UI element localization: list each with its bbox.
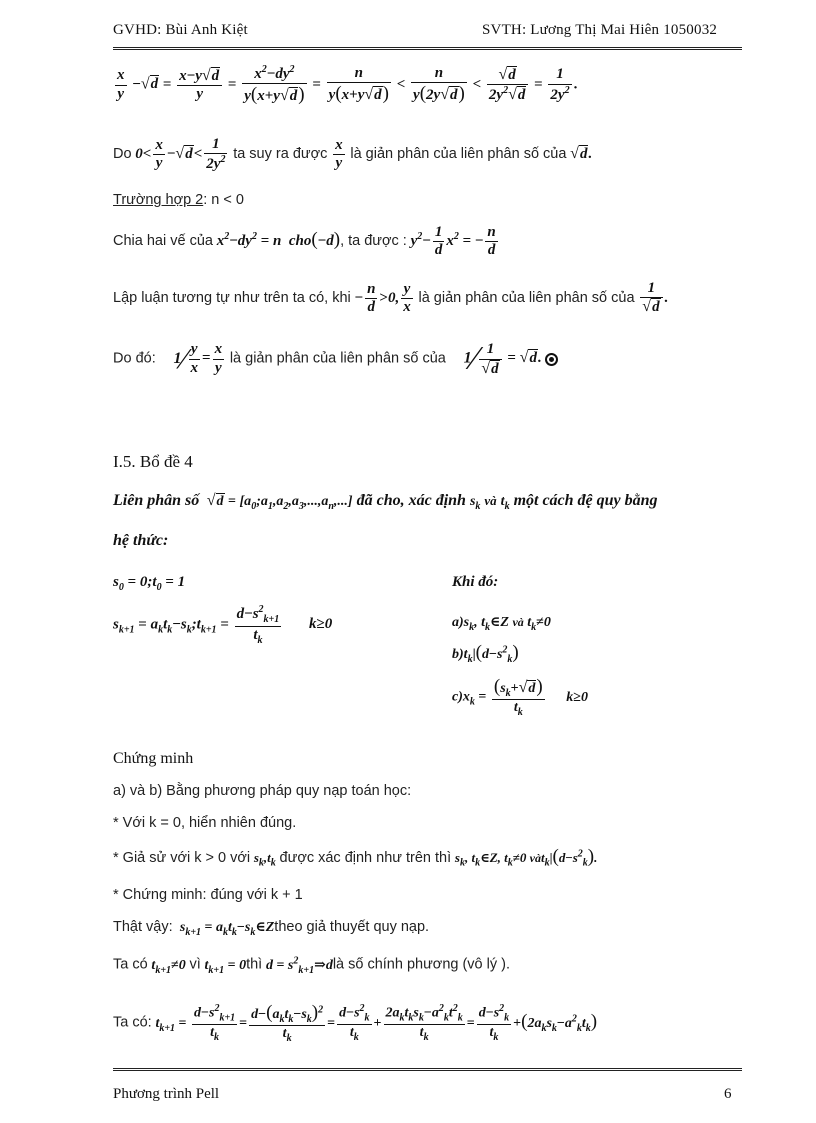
do-label: Do — [113, 146, 132, 163]
proof-line4: * Chứng minh: đúng với k + 1 — [113, 887, 303, 903]
slash-fraction-1: 1⁄ $\frac{y}{x}$ — [173, 341, 198, 376]
footer-rule — [113, 1068, 742, 1071]
reasoning-line: Lập luận tương tự như trên ta có, khi − $\frac{n}{d}$ >0, $\frac{y}{x}$ là giản phân của liên phân số của $\frac{1}{√d}$ . — [113, 280, 669, 316]
proof-line5-pre: Thật vậy: — [113, 919, 173, 935]
footer-title: Phương trình Pell — [113, 1086, 220, 1102]
header-student: SVTH: Lương Thị Mai Hiên 1050032 — [482, 22, 718, 38]
proof-line3-pre: * Giả sử với k > 0 với — [113, 850, 251, 866]
proof-line3-mid: được xác định như trên thì — [279, 850, 452, 866]
header-rule — [113, 47, 742, 50]
la-gian-phan3-text: là giản phân của liên phân số của — [229, 350, 446, 367]
proof-line2: * Với k = 0, hiển nhiên đúng. — [113, 815, 297, 831]
ta-duoc-text: , ta được : — [340, 233, 407, 250]
case2-condition: : n < 0 — [203, 192, 244, 208]
proof-title: Chứng minh — [113, 750, 194, 767]
therefore-line: Do đó: 1⁄ $\frac{y}{x}$ = $\frac{x}{y}$ là giản phân của liên phân số của 1⁄ $\frac{1}{√d}$ = √d. — [113, 340, 558, 378]
header-advisor: GVHD: Bùi Anh Kiệt — [113, 22, 248, 38]
proof-line6-thi: thì — [246, 956, 263, 973]
slash-fraction-2: 1⁄ $\frac{1}{√d}$ — [464, 340, 504, 378]
proof-line5-post: theo giả thuyết quy nạp. — [274, 919, 430, 935]
claim-b: $b)t_k|(d-s^2_k)$ — [452, 642, 519, 665]
claim-c: $c)x_k$ = $\frac{(s_k+√d)}{t_k}$ k≥0 — [452, 676, 588, 719]
lemma-pre: Liên phân số — [113, 492, 200, 509]
proof-line6-vi: vì — [189, 956, 201, 973]
chia-text: Chia hai vế của — [113, 233, 213, 250]
divide-line: Chia hai vế của $x^2-dy^2 = n$ cho(−d), ta được : $y^2-$ $\frac{1}{d}$ $x^2$ = − $\frac{n}{d}$ — [113, 224, 496, 259]
proof-line5: Thật vậy: $s_{k+1}$ = $a_kt_k-s_k\in Ztheo$ giả thuyết quy nạp. — [113, 919, 430, 938]
qed-icon — [545, 353, 558, 366]
proof-line3: * Giả sử với k > 0 với $s_k,t_k$ được xác định như trên thì $s_k$, $t_k\in Z$, $t_k\ne 0$ $vàt_k|(d-s^2_k)$. — [113, 846, 598, 869]
conclusion-case1: Do 0< $\frac{x}{y}$ −√d< $\frac{1}{2y^2}$ ta suy ra được $\frac{x}{y}$ là giản phân của liên phân số của √d. — [113, 136, 593, 173]
khi-do-label: Khi đó: — [452, 574, 499, 590]
do-do-label: Do đó: — [113, 350, 156, 367]
la-gian-phan2-text: là giản phân của liên phân số của — [418, 289, 635, 306]
lemma-statement-line2: hệ thức: — [113, 532, 169, 549]
la-gian-phan-text: là giản phân của liên phân số của — [350, 146, 567, 163]
proof-line3-va: và — [529, 851, 541, 865]
proof-line6-pre: Ta có — [113, 956, 148, 973]
ta-suy-ra-text: ta suy ra được — [233, 146, 328, 163]
section-title: I.5. Bổ đề 4 — [113, 452, 193, 471]
equation-chain: $\frac{x}{y}$ −√d = $\frac{x-y√d}{y}$ = $\frac{x^2-dy^2}{y(x+y√d)}$ = $\frac{n}{y(x+y√d)}$ < $\frac{n}{y(2y√d)}$ < $\frac{√d}{2y^2√d}$ = $\frac{1}{2y^2}$ . — [117, 64, 578, 106]
initial-values: $s_0$ = $0;t_0 = 1$ — [113, 574, 186, 593]
proof-line1: a) và b) Bằng phương pháp quy nạp toán học: — [113, 783, 412, 799]
recurrence: $s_{k+1}$ = $a_kt_k-s_k;t_{k+1}$ = $\frac{d-s^2_{k+1}}{t_k}$ k≥0 — [113, 604, 333, 646]
proof-line6-post: là số chính phương (vô lý ). — [332, 956, 510, 973]
case2-heading — [113, 192, 244, 209]
lemma-mid: đã cho, xác định — [356, 492, 466, 509]
claim-a-va: và — [512, 615, 524, 629]
claim-a: $a)s_k$, $t_k\in Z$ và $t_k\ne 0$ — [452, 615, 551, 633]
lemma-and: và — [484, 493, 497, 508]
lemma-post: một cách đệ quy bằng — [513, 492, 658, 509]
lap-luan-text: Lập luận tương tự như trên ta có, khi — [113, 289, 351, 306]
proof-line7-pre: Ta có: — [113, 1014, 152, 1031]
lemma-statement-line1: Liên phân số $√d = [a_0;a_1,a_2,a_3,...,a_n,...]$ đã cho, xác định $s_k$ và $t_k$ một cách đệ quy bằng — [113, 492, 658, 512]
case2-label: Trường hợp 2 — [113, 192, 204, 208]
proof-line7: Ta có: $t_{k+1}$ = $\frac{d-s^2_{k+1}}{t_k}$ = $\frac{d-(a_kt_k-s_k)^2}{t_k}$ = $\frac{d-s^2_k}{t_k}$ + $\frac{2a_kt_ks_k-a^2_kt^2_k}{t_k}$ = $\frac{d-s^2_k}{t_k}$ $+(2a_ks_k-a^2_kt_k)$ — [113, 1002, 598, 1045]
proof-line6: Ta có $t_{k+1}\ne 0$ vì $t_{k+1}$ = 0thì $d = s^2_{k+1}\Rightarrow dlà$ số chính phương (vô lý ). — [113, 955, 510, 976]
page-number: 6 — [724, 1086, 732, 1102]
